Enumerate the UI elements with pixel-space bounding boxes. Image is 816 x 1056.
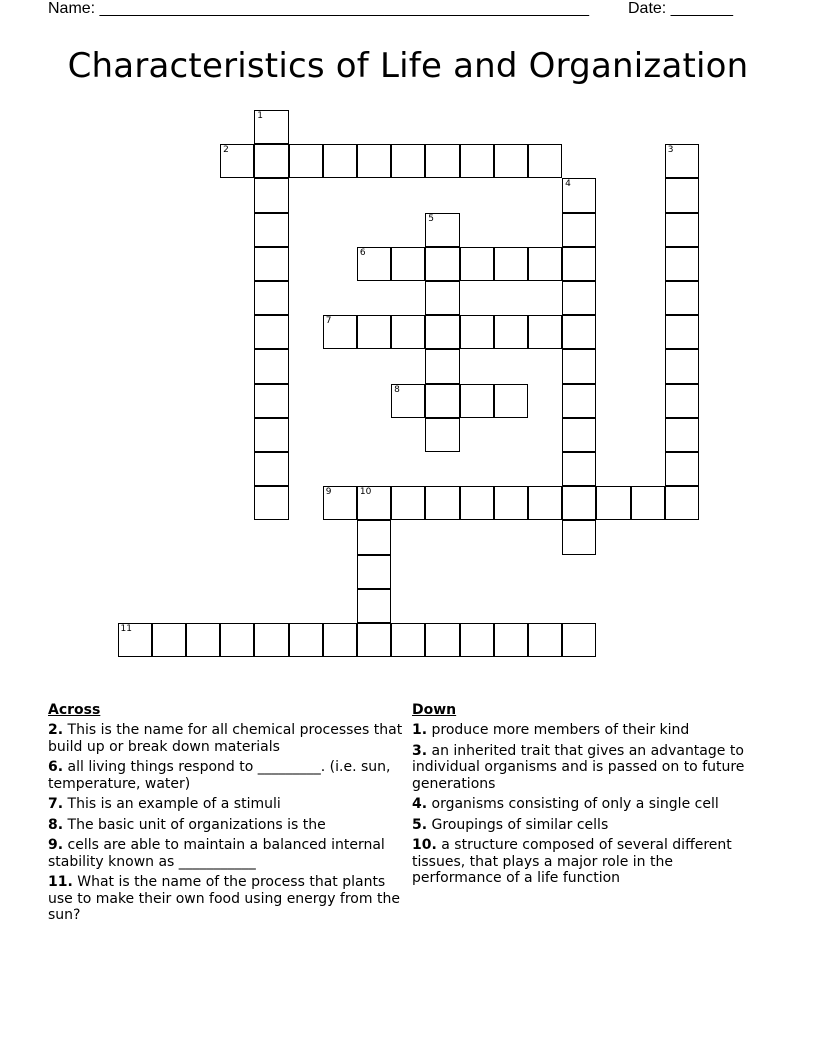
across-clues — [48, 702, 403, 928]
crossword-cell[interactable] — [425, 418, 459, 452]
crossword-cell[interactable] — [665, 281, 699, 315]
crossword-cell[interactable] — [494, 247, 528, 281]
crossword-cell[interactable] — [665, 315, 699, 349]
crossword-cell[interactable] — [357, 555, 391, 589]
crossword-cell[interactable] — [289, 144, 323, 178]
down-clues — [412, 702, 762, 891]
cell-number: 9 — [325, 487, 332, 498]
crossword-cell[interactable] — [460, 486, 494, 520]
across-clue-11: 11. What is the name of the process that plants use to make their own food using energy from the sun? — [48, 874, 400, 923]
cell-number: 10 — [359, 487, 372, 498]
crossword-cell[interactable] — [562, 452, 596, 486]
across-clue-8: 8. The basic unit of organizations is the — [48, 816, 326, 833]
crossword-cell[interactable] — [562, 315, 596, 349]
crossword-cell[interactable] — [494, 384, 528, 418]
crossword-cell[interactable] — [665, 418, 699, 452]
cell-number: 4 — [565, 179, 571, 190]
crossword-cell[interactable] — [357, 623, 391, 657]
crossword-cell[interactable] — [528, 315, 562, 349]
across-clue-9: 9. cells are able to maintain a balanced internal stability known as ___________ — [48, 837, 385, 870]
down-heading: Down — [412, 702, 457, 718]
crossword-cell[interactable] — [357, 247, 391, 281]
crossword-cell[interactable] — [254, 178, 288, 212]
crossword-cell[interactable] — [425, 247, 459, 281]
cell-number: 1 — [257, 111, 264, 121]
crossword-cell[interactable] — [391, 247, 425, 281]
crossword-cell[interactable] — [254, 213, 288, 247]
crossword-cell[interactable] — [254, 384, 288, 418]
crossword-cell[interactable] — [665, 349, 699, 383]
crossword-cell[interactable] — [460, 384, 494, 418]
cell-number: 11 — [120, 624, 132, 634]
crossword-cell[interactable] — [391, 486, 425, 520]
crossword-cell[interactable] — [391, 623, 425, 657]
crossword-cell[interactable] — [665, 452, 699, 486]
crossword-cell[interactable] — [562, 520, 596, 554]
crossword-cell[interactable] — [528, 486, 562, 520]
crossword-cell[interactable] — [254, 349, 288, 383]
crossword-cell[interactable] — [391, 384, 425, 418]
crossword-cell[interactable] — [254, 110, 288, 144]
crossword-cell[interactable] — [186, 623, 220, 657]
crossword-cell[interactable] — [220, 144, 254, 178]
crossword-cell[interactable] — [323, 623, 357, 657]
crossword-cell[interactable] — [220, 623, 254, 657]
crossword-cell[interactable] — [460, 247, 494, 281]
crossword-cell[interactable] — [494, 486, 528, 520]
crossword-cell[interactable] — [254, 144, 288, 178]
crossword-cell[interactable] — [357, 144, 391, 178]
cell-number: 2 — [223, 145, 229, 156]
crossword-cell[interactable] — [425, 213, 459, 247]
crossword-cell[interactable] — [254, 315, 288, 349]
crossword-cell[interactable] — [152, 623, 186, 657]
crossword-cell[interactable] — [254, 247, 288, 281]
crossword-cell[interactable] — [665, 178, 699, 212]
crossword-cell[interactable] — [562, 486, 596, 520]
crossword-cell[interactable] — [425, 315, 459, 349]
cell-number: 6 — [359, 247, 366, 258]
down-clue-4: 4. organisms consisting of only a single cell — [412, 796, 719, 812]
cell-number: 5 — [428, 213, 435, 224]
crossword-cell[interactable] — [425, 384, 459, 418]
across-clue-2: 2. This is the name for all chemical processes that build up or break down materials — [48, 722, 403, 755]
crossword-cell[interactable] — [425, 623, 459, 657]
crossword-cell[interactable] — [494, 315, 528, 349]
crossword-cell[interactable] — [528, 144, 562, 178]
crossword-cell[interactable] — [665, 247, 699, 281]
crossword-cell[interactable] — [562, 178, 596, 212]
crossword-cell[interactable] — [460, 623, 494, 657]
crossword-cell[interactable] — [562, 281, 596, 315]
crossword-cell[interactable] — [494, 623, 528, 657]
crossword-cell[interactable] — [357, 486, 391, 520]
date-field-label: Date: _______ — [628, 0, 733, 17]
down-clue-10: 10. a structure composed of several different tissues, that plays a major role in the performance of a life function — [412, 837, 732, 886]
crossword-cell[interactable] — [118, 623, 152, 657]
crossword-cell[interactable] — [460, 144, 494, 178]
down-clue-1: 1. produce more members of their kind — [412, 722, 690, 738]
crossword-cell[interactable] — [562, 418, 596, 452]
crossword-cell[interactable] — [562, 349, 596, 383]
down-clue-3: 3. an inherited trait that gives an advantage to individual organisms and is passed on to future generations — [412, 742, 745, 792]
crossword-cell[interactable] — [665, 144, 699, 178]
crossword-cell[interactable] — [391, 315, 425, 349]
crossword-cell[interactable] — [254, 281, 288, 315]
crossword-cell[interactable] — [323, 144, 357, 178]
across-heading: Across — [48, 702, 101, 718]
across-clue-7: 7. This is an example of a stimuli — [48, 796, 281, 812]
crossword-cell[interactable] — [528, 247, 562, 281]
crossword-cell[interactable] — [665, 384, 699, 418]
crossword-cell[interactable] — [528, 623, 562, 657]
down-clue-5: 5. Groupings of similar cells — [412, 816, 609, 833]
crossword-cell[interactable] — [357, 315, 391, 349]
crossword-cell[interactable] — [254, 452, 288, 486]
name-field-label: Name: _______________________________________________________ — [48, 0, 589, 17]
crossword-cell[interactable] — [460, 315, 494, 349]
crossword-cell[interactable] — [562, 247, 596, 281]
crossword-cell[interactable] — [254, 418, 288, 452]
crossword-cell[interactable] — [562, 213, 596, 247]
cell-number: 7 — [325, 316, 332, 327]
crossword-cell[interactable] — [425, 144, 459, 178]
crossword-cell[interactable] — [665, 213, 699, 247]
crossword-cell[interactable] — [289, 623, 323, 657]
across-clue-6: 6. all living things respond to _________. (i.e. sun, temperature, water) — [48, 759, 391, 792]
crossword-cell[interactable] — [357, 589, 391, 623]
crossword-cell[interactable] — [562, 623, 596, 657]
cell-number: 8 — [394, 384, 400, 395]
crossword-cell[interactable] — [562, 384, 596, 418]
crossword-cell[interactable] — [425, 281, 459, 315]
crossword-cell[interactable] — [357, 520, 391, 554]
crossword-cell[interactable] — [323, 315, 357, 349]
crossword-cell[interactable] — [254, 623, 288, 657]
crossword-cell[interactable] — [596, 486, 630, 520]
cell-number: 3 — [667, 145, 674, 156]
crossword-cell[interactable] — [665, 486, 699, 520]
crossword-cell[interactable] — [631, 486, 665, 520]
crossword-cell[interactable] — [494, 144, 528, 178]
crossword-cell[interactable] — [391, 144, 425, 178]
crossword-cell[interactable] — [425, 486, 459, 520]
crossword-cell[interactable] — [254, 486, 288, 520]
crossword-cell[interactable] — [425, 349, 459, 383]
crossword-cell[interactable] — [323, 486, 357, 520]
page-title: Characteristics of Life and Organization — [67, 46, 749, 86]
